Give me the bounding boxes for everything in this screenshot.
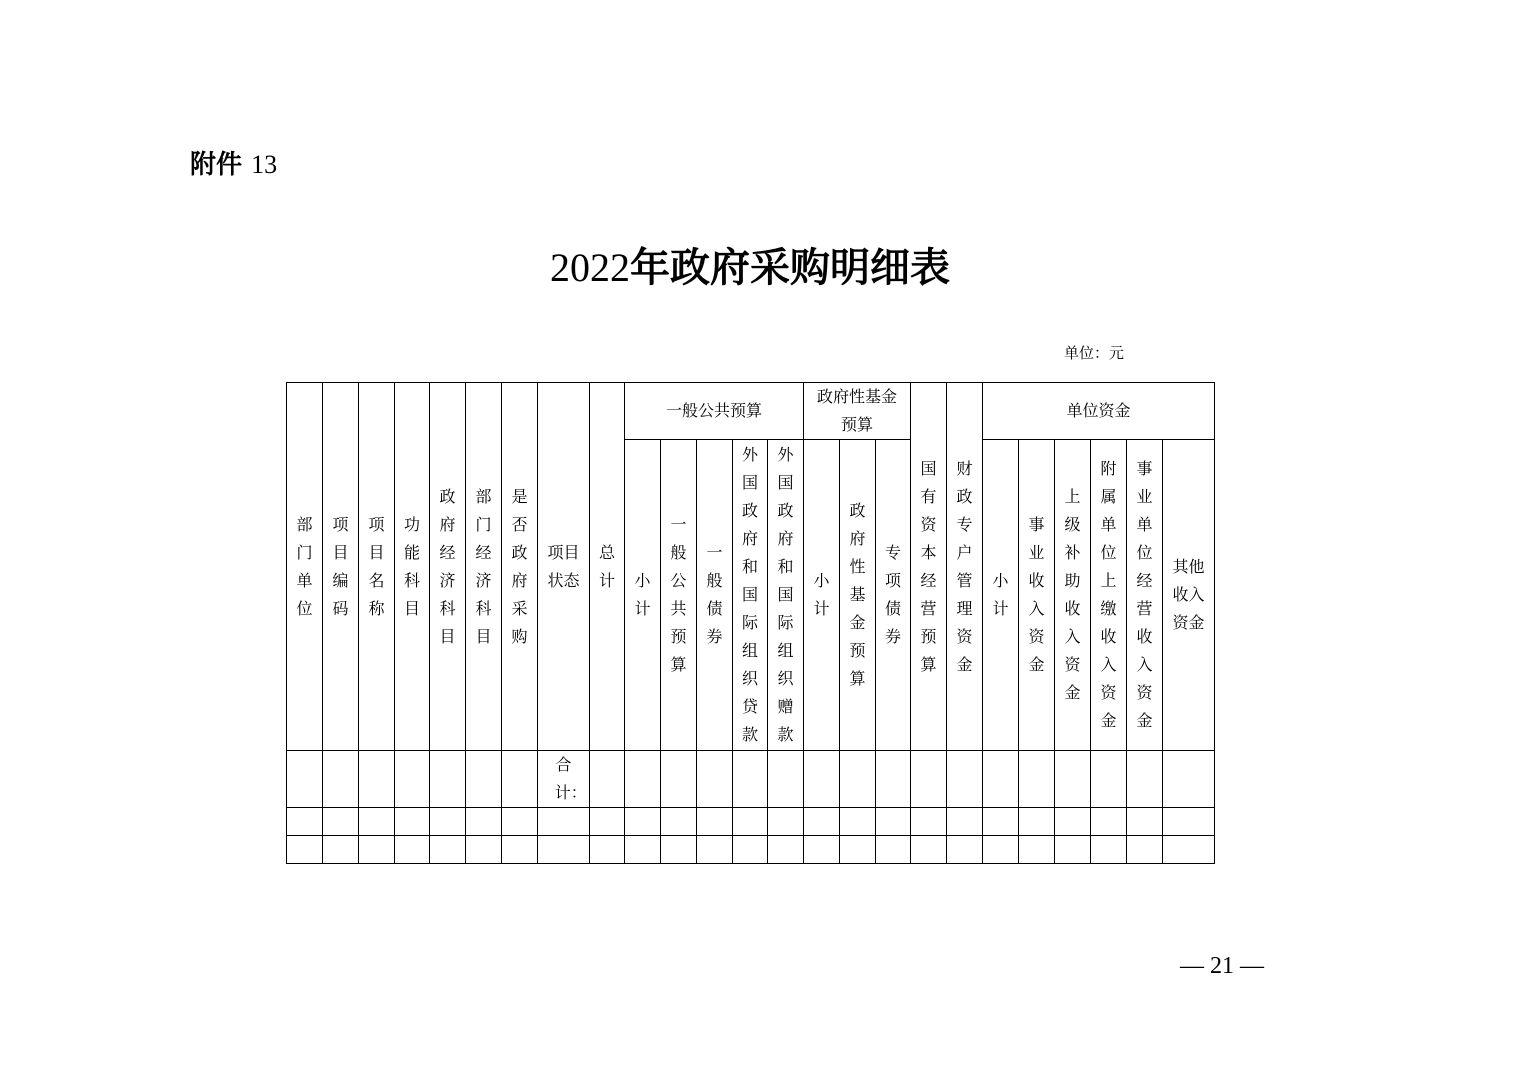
th-gov-fund-budget: 政府性基金预算 [804,383,911,440]
title-year: 2022 [550,245,630,290]
procurement-table [286,382,1215,864]
th-dept-unit: 部门单位 [287,383,323,751]
th-gpb-general-bonds: 一般债券 [697,440,733,751]
th-fiscal-special-account: 财政专户管理资金 [947,383,983,751]
attachment-text: 附件 [190,150,243,180]
th-uf-superior-subsidy: 上级补助收入资金 [1055,440,1091,751]
th-gpb-foreign-grants: 外国政府和国际组织赠款 [768,440,804,751]
th-function-subject: 功能科目 [395,383,430,751]
th-total: 总计 [590,383,625,751]
th-project-status: 项目状态 [538,383,590,751]
attachment-label [190,148,277,182]
th-is-gov-procurement: 是否政府采购 [502,383,538,751]
header-row-1 [287,383,1215,440]
th-gpb-foreign-loans: 外国政府和国际组织贷款 [733,440,768,751]
unit-note: 单位：元 [1064,344,1125,362]
th-gpb-general-public-budget: 一般公共预算 [661,440,697,751]
page-number-value: 21 [1210,953,1234,979]
th-gfb-special-bonds: 专项债券 [876,440,911,751]
th-gfb-subtotal: 小计 [804,440,840,751]
th-uf-business-income: 事业收入资金 [1019,440,1055,751]
total-row-label: 合计： [538,751,590,808]
th-project-name: 项目名称 [359,383,395,751]
title-text: 年政府采购明细表 [630,244,950,291]
attachment-number: 13 [251,150,278,179]
page-title [0,243,1500,293]
page-number: — 21 — [1180,953,1264,979]
th-uf-business-operation: 事业单位经营收入资金 [1127,440,1163,751]
th-uf-subtotal: 小计 [983,440,1019,751]
total-row [287,751,1215,808]
th-state-capital-budget: 国有资本经营预算 [911,383,947,751]
th-project-code: 项目编码 [323,383,359,751]
table-row [287,836,1215,864]
th-dept-econ-subject: 部门经济科目 [466,383,502,751]
th-gfb-gov-fund-budget: 政府性基金预算 [840,440,876,751]
th-gov-econ-subject: 政府经济科目 [430,383,466,751]
th-uf-affiliated-payment: 附属单位上缴收入资金 [1091,440,1127,751]
th-unit-funds: 单位资金 [983,383,1215,440]
th-gpb-subtotal: 小计 [625,440,661,751]
th-general-public-budget: 一般公共预算 [625,383,804,440]
th-uf-other-income: 其他收入资金 [1163,440,1215,751]
table-row [287,808,1215,836]
